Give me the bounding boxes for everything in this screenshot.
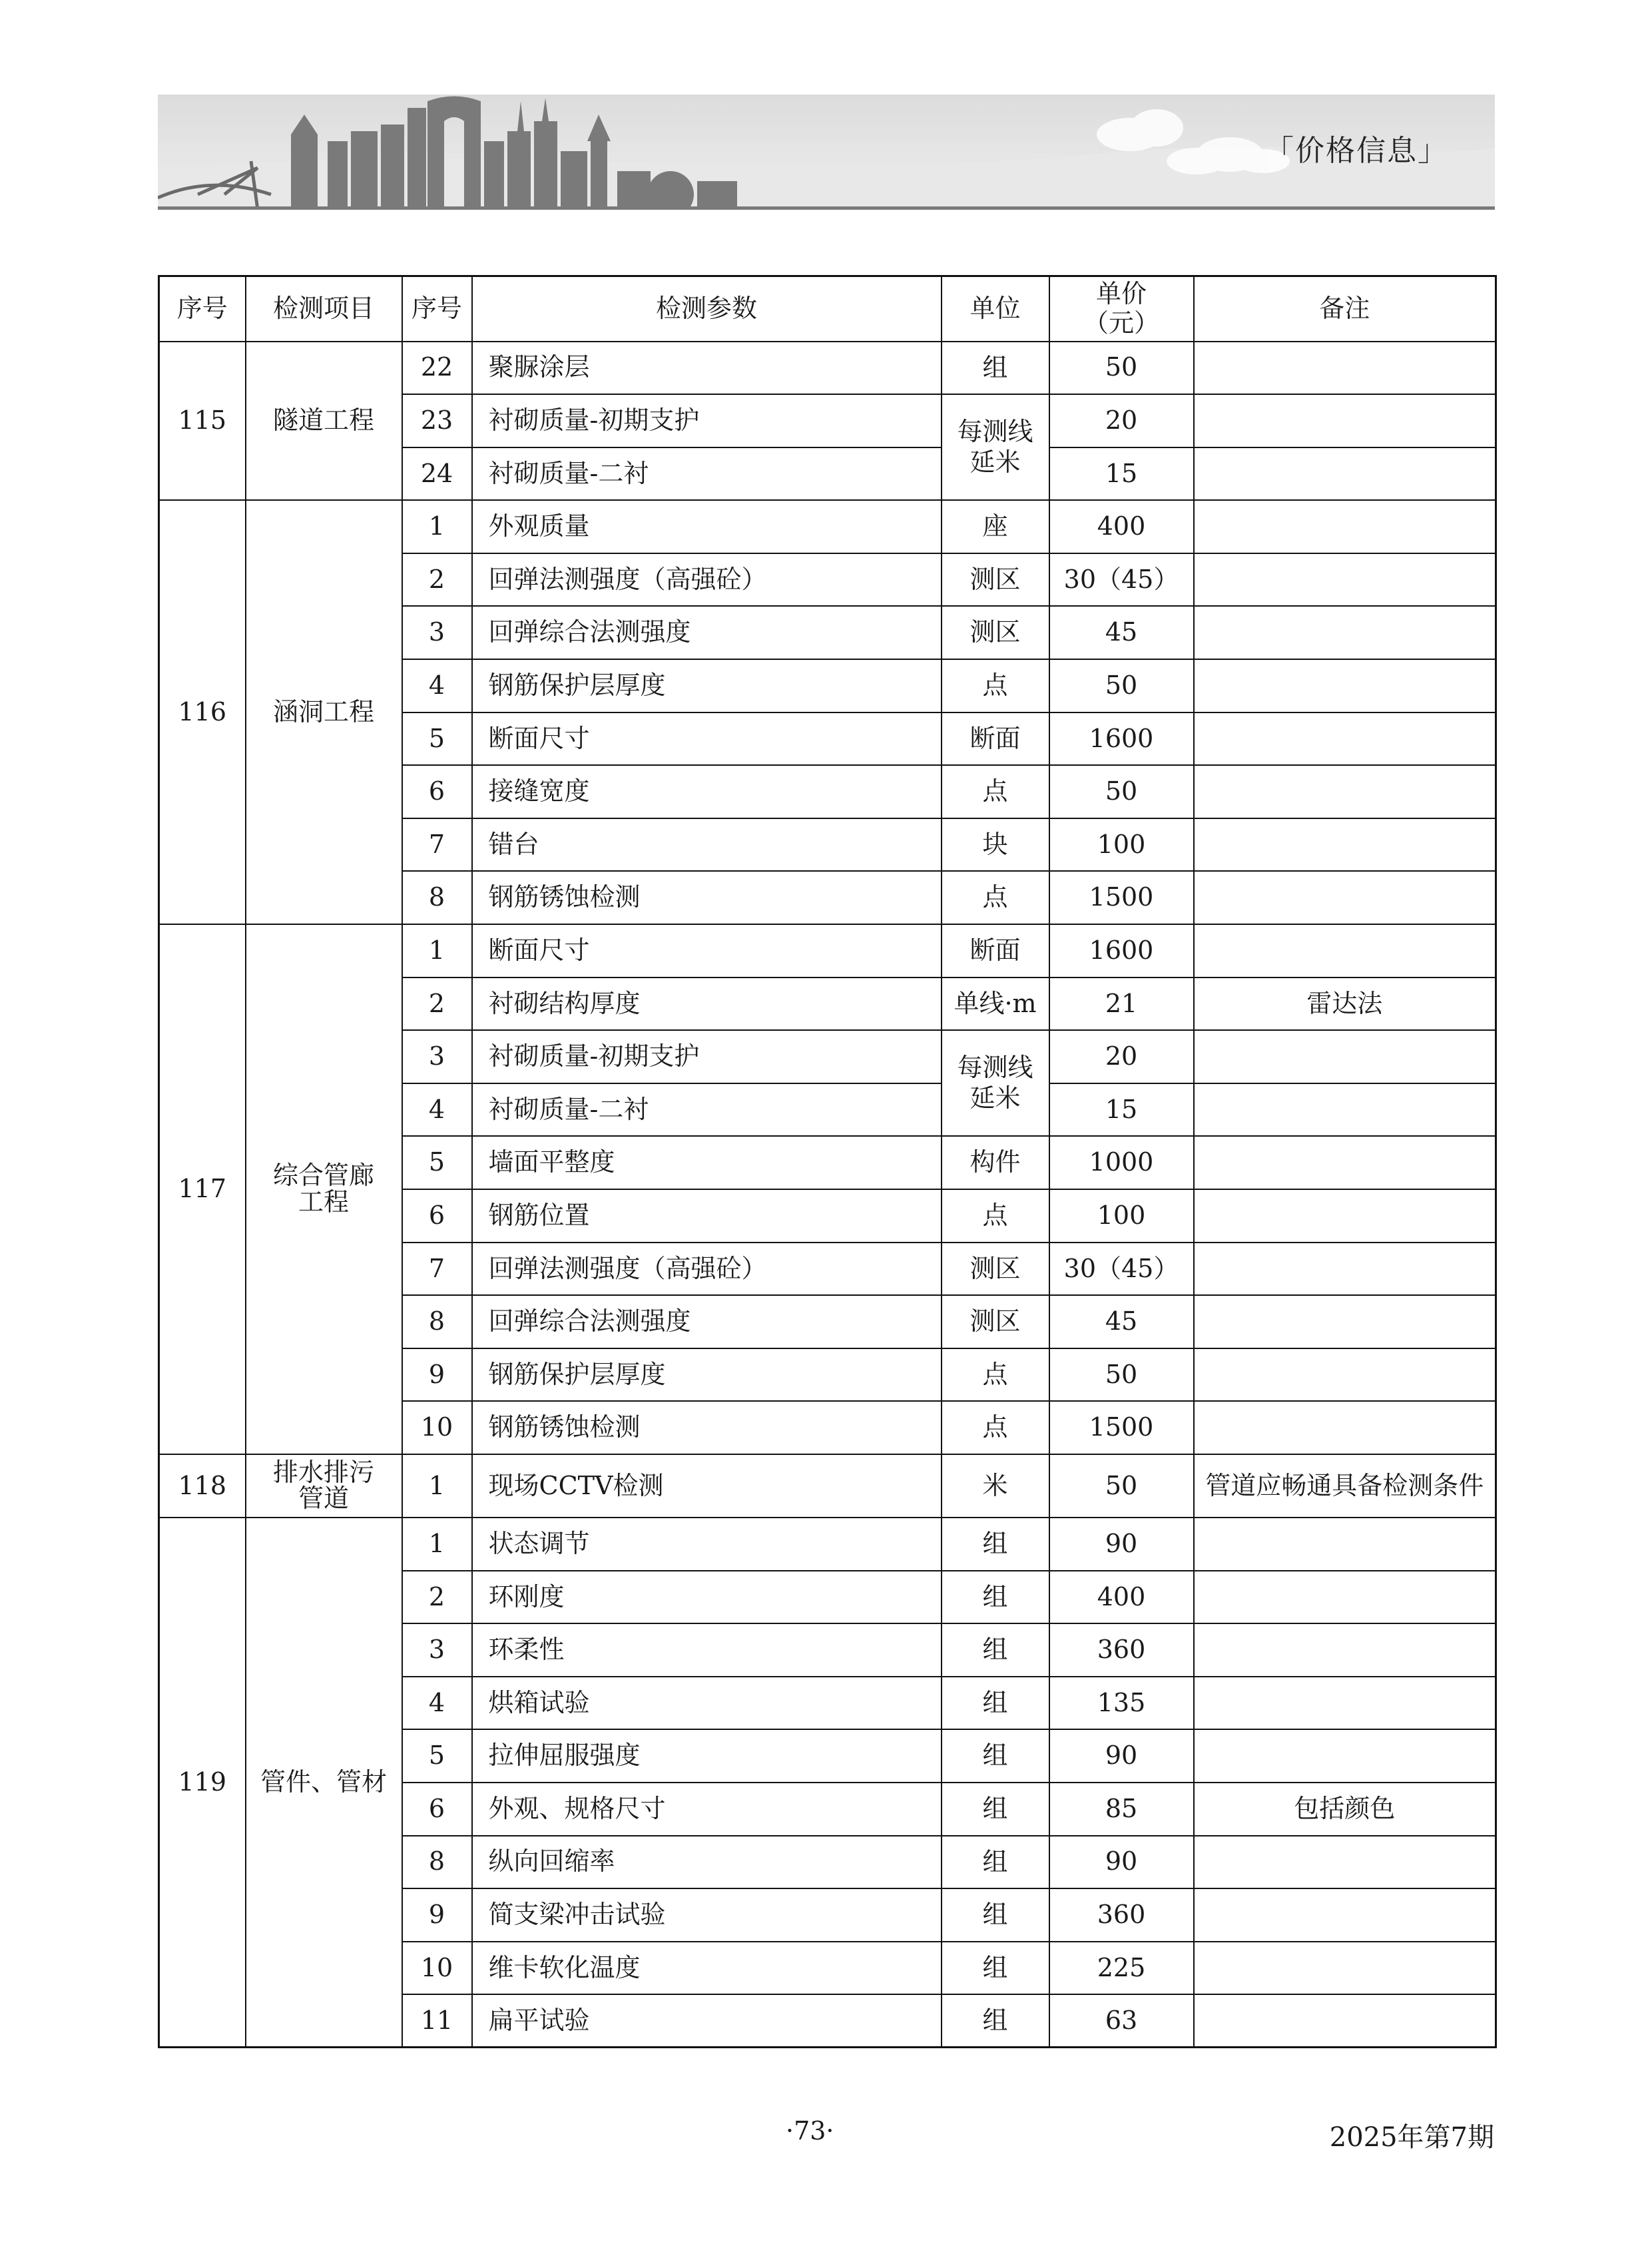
test-parameter: 钢筋保护层厚度: [472, 659, 942, 712]
remark: [1194, 394, 1496, 447]
remark: [1194, 1623, 1496, 1677]
group-number: 118: [159, 1454, 246, 1518]
unit: 点: [942, 871, 1049, 924]
unit: 组: [942, 1677, 1049, 1730]
remark: [1194, 765, 1496, 818]
group-number: 119: [159, 1518, 246, 2048]
sub-number: 6: [402, 1783, 472, 1836]
unit: 测区: [942, 1243, 1049, 1296]
unit-price: 20: [1049, 1030, 1194, 1083]
remark: [1194, 1571, 1496, 1624]
sub-number: 7: [402, 818, 472, 872]
unit-price: 360: [1049, 1623, 1194, 1677]
test-parameter: 维卡软化温度: [472, 1942, 942, 1995]
unit-price: 1000: [1049, 1136, 1194, 1189]
column-header: 单位: [942, 276, 1049, 342]
sub-number: 5: [402, 1136, 472, 1189]
test-parameter: 烘箱试验: [472, 1677, 942, 1730]
test-parameter: 钢筋保护层厚度: [472, 1348, 942, 1402]
table-header-row: [159, 276, 1496, 342]
sub-number: 10: [402, 1942, 472, 1995]
test-parameter: 衬砌结构厚度: [472, 978, 942, 1031]
remark: [1194, 1994, 1496, 2048]
issue-label: 2025年第7期: [1329, 2122, 1494, 2153]
sub-number: 3: [402, 1623, 472, 1677]
sub-number: 24: [402, 447, 472, 501]
column-header: 单价 （元）: [1049, 276, 1194, 342]
sub-number: 9: [402, 1888, 472, 1942]
unit: 测区: [942, 1295, 1049, 1348]
test-parameter: 衬砌质量-二衬: [472, 1083, 942, 1137]
unit-price: 45: [1049, 606, 1194, 659]
test-parameter: 聚脲涂层: [472, 342, 942, 395]
remark: [1194, 553, 1496, 607]
remark: [1194, 818, 1496, 872]
group-number: 116: [159, 500, 246, 924]
group-number: 115: [159, 342, 246, 501]
remark: 管道应畅通具备检测条件: [1194, 1454, 1496, 1518]
remark: [1194, 1295, 1496, 1348]
unit: 点: [942, 1348, 1049, 1402]
sub-number: 5: [402, 712, 472, 766]
unit-price: 30（45）: [1049, 1243, 1194, 1296]
test-parameter: 墙面平整度: [472, 1136, 942, 1189]
unit-price: 50: [1049, 765, 1194, 818]
remark: [1194, 1518, 1496, 1571]
unit-price: 30（45）: [1049, 553, 1194, 607]
column-header: 备注: [1194, 276, 1496, 342]
unit-price: 100: [1049, 818, 1194, 872]
sub-number: 1: [402, 500, 472, 553]
remark: [1194, 1942, 1496, 1995]
sub-number: 5: [402, 1729, 472, 1783]
unit-price: 50: [1049, 1454, 1194, 1518]
test-parameter: 断面尺寸: [472, 712, 942, 766]
page-number: ·73·: [786, 2116, 834, 2145]
unit-price: 135: [1049, 1677, 1194, 1730]
unit: 每测线 延米: [942, 1030, 1049, 1136]
test-parameter: 错台: [472, 818, 942, 872]
unit: 组: [942, 1729, 1049, 1783]
sub-number: 23: [402, 394, 472, 447]
unit: 块: [942, 818, 1049, 872]
remark: [1194, 1677, 1496, 1730]
sub-number: 8: [402, 1295, 472, 1348]
table-row: [159, 1518, 1496, 1571]
sub-number: 4: [402, 659, 472, 712]
table-row: [159, 1454, 1496, 1518]
unit-price: 90: [1049, 1836, 1194, 1889]
remark: [1194, 606, 1496, 659]
header-banner: [158, 95, 1495, 210]
unit: 组: [942, 342, 1049, 395]
sub-number: 3: [402, 606, 472, 659]
remark: [1194, 712, 1496, 766]
unit-price: 360: [1049, 1888, 1194, 1942]
test-item: 涵洞工程: [246, 500, 402, 924]
test-parameter: 回弹综合法测强度: [472, 1295, 942, 1348]
unit: 点: [942, 659, 1049, 712]
test-parameter: 钢筋锈蚀检测: [472, 871, 942, 924]
sub-number: 2: [402, 553, 472, 607]
unit: 组: [942, 1942, 1049, 1995]
column-header: 序号: [159, 276, 246, 342]
remark: [1194, 871, 1496, 924]
unit-price: 90: [1049, 1729, 1194, 1783]
unit-price: 225: [1049, 1942, 1194, 1995]
sub-number: 22: [402, 342, 472, 395]
unit: 米: [942, 1454, 1049, 1518]
unit-price: 1600: [1049, 924, 1194, 978]
remark: 包括颜色: [1194, 1783, 1496, 1836]
test-parameter: 环刚度: [472, 1571, 942, 1624]
table-row: [159, 500, 1496, 553]
sub-number: 4: [402, 1083, 472, 1137]
unit-price: 1500: [1049, 1401, 1194, 1454]
remark: [1194, 1030, 1496, 1083]
table-body: [159, 342, 1496, 2048]
group-number: 117: [159, 924, 246, 1454]
remark: [1194, 1348, 1496, 1402]
remark: [1194, 924, 1496, 978]
column-header: 检测项目: [246, 276, 402, 342]
unit-price: 63: [1049, 1994, 1194, 2048]
unit-price: 85: [1049, 1783, 1194, 1836]
remark: [1194, 1729, 1496, 1783]
unit-price: 100: [1049, 1189, 1194, 1243]
sub-number: 3: [402, 1030, 472, 1083]
test-parameter: 状态调节: [472, 1518, 942, 1571]
sub-number: 8: [402, 871, 472, 924]
remark: [1194, 1243, 1496, 1296]
unit: 断面: [942, 712, 1049, 766]
test-parameter: 衬砌质量-二衬: [472, 447, 942, 501]
sub-number: 1: [402, 924, 472, 978]
remark: [1194, 1189, 1496, 1243]
test-item: 管件、管材: [246, 1518, 402, 2048]
sub-number: 6: [402, 765, 472, 818]
remark: [1194, 659, 1496, 712]
unit: 断面: [942, 924, 1049, 978]
sub-number: 11: [402, 1994, 472, 2048]
test-parameter: 回弹法测强度（高强砼）: [472, 1243, 942, 1296]
unit-price: 15: [1049, 1083, 1194, 1137]
unit: 组: [942, 1623, 1049, 1677]
test-parameter: 衬砌质量-初期支护: [472, 1030, 942, 1083]
test-parameter: 钢筋位置: [472, 1189, 942, 1243]
unit: 测区: [942, 553, 1049, 607]
sub-number: 8: [402, 1836, 472, 1889]
unit-price: 21: [1049, 978, 1194, 1031]
price-table: [158, 275, 1497, 2048]
unit-price: 1500: [1049, 871, 1194, 924]
test-parameter: 回弹法测强度（高强砼）: [472, 553, 942, 607]
test-parameter: 外观质量: [472, 500, 942, 553]
column-header: 序号: [402, 276, 472, 342]
table-row: [159, 924, 1496, 978]
test-item: 隧道工程: [246, 342, 402, 501]
sub-number: 6: [402, 1189, 472, 1243]
unit: 点: [942, 765, 1049, 818]
test-parameter: 扁平试验: [472, 1994, 942, 2048]
test-parameter: 断面尺寸: [472, 924, 942, 978]
sub-number: 2: [402, 978, 472, 1031]
unit: 点: [942, 1189, 1049, 1243]
remark: [1194, 1136, 1496, 1189]
remark: [1194, 1836, 1496, 1889]
unit-price: 15: [1049, 447, 1194, 501]
sub-number: 1: [402, 1454, 472, 1518]
unit-price: 1600: [1049, 712, 1194, 766]
test-parameter: 回弹综合法测强度: [472, 606, 942, 659]
section-label: 「价格信息」: [1264, 134, 1448, 168]
sub-number: 4: [402, 1677, 472, 1730]
unit: 组: [942, 1783, 1049, 1836]
remark: 雷达法: [1194, 978, 1496, 1031]
test-parameter: 拉伸屈服强度: [472, 1729, 942, 1783]
remark: [1194, 1083, 1496, 1137]
test-item: 排水排污 管道: [246, 1454, 402, 1518]
sub-number: 1: [402, 1518, 472, 1571]
unit-price: 20: [1049, 394, 1194, 447]
unit: 单线·m: [942, 978, 1049, 1031]
table-row: [159, 342, 1496, 395]
unit: 组: [942, 1518, 1049, 1571]
unit: 组: [942, 1571, 1049, 1624]
unit-price: 50: [1049, 342, 1194, 395]
unit: 点: [942, 1401, 1049, 1454]
unit: 构件: [942, 1136, 1049, 1189]
remark: [1194, 500, 1496, 553]
unit-price: 90: [1049, 1518, 1194, 1571]
unit: 组: [942, 1888, 1049, 1942]
test-parameter: 简支梁冲击试验: [472, 1888, 942, 1942]
sub-number: 7: [402, 1243, 472, 1296]
sub-number: 10: [402, 1401, 472, 1454]
remark: [1194, 1401, 1496, 1454]
unit: 座: [942, 500, 1049, 553]
test-parameter: 环柔性: [472, 1623, 942, 1677]
column-header: 检测参数: [472, 276, 942, 342]
test-item: 综合管廊 工程: [246, 924, 402, 1454]
unit-price: 50: [1049, 659, 1194, 712]
test-parameter: 现场CCTV检测: [472, 1454, 942, 1518]
remark: [1194, 342, 1496, 395]
remark: [1194, 447, 1496, 501]
unit-price: 50: [1049, 1348, 1194, 1402]
remark: [1194, 1888, 1496, 1942]
unit-price: 400: [1049, 500, 1194, 553]
unit-price: 400: [1049, 1571, 1194, 1624]
test-parameter: 外观、规格尺寸: [472, 1783, 942, 1836]
unit-price: 45: [1049, 1295, 1194, 1348]
unit: 组: [942, 1836, 1049, 1889]
test-parameter: 纵向回缩率: [472, 1836, 942, 1889]
test-parameter: 衬砌质量-初期支护: [472, 394, 942, 447]
sub-number: 2: [402, 1571, 472, 1624]
sub-number: 9: [402, 1348, 472, 1402]
test-parameter: 钢筋锈蚀检测: [472, 1401, 942, 1454]
unit: 组: [942, 1994, 1049, 2048]
unit: 测区: [942, 606, 1049, 659]
test-parameter: 接缝宽度: [472, 765, 942, 818]
unit: 每测线 延米: [942, 394, 1049, 500]
